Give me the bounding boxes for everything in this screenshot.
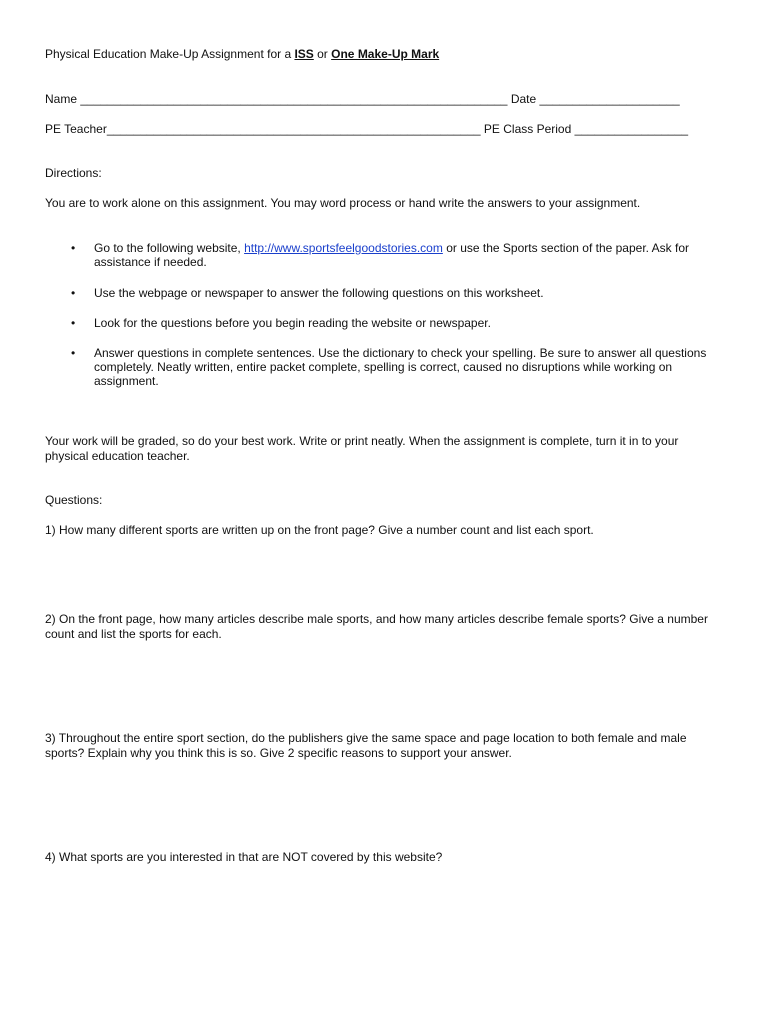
title-or: or [313,47,332,61]
directions-intro: You are to work alone on this assignment. You may word process or hand write the answers to your assignment. [45,196,641,210]
website-link[interactable]: http://www.sportsfeelgoodstories.com [244,241,443,255]
period-label: PE Class Period [483,122,572,136]
document-title [45,47,439,61]
title-iss: ISS [294,47,314,61]
bullet-glyph: • [71,346,76,360]
bullet-text-questions: Look for the questions before you begin reading the website or newspaper. [94,316,491,330]
title-prefix: Physical Education Make-Up Assignment for a [45,47,295,61]
bullet-glyph: • [71,241,76,255]
teacher-label: PE Teacher [45,122,107,136]
name-label: Name [45,92,78,106]
bullet-glyph: • [71,286,76,300]
grading-paragraph: Your work will be graded, so do your best work. Write or print neatly. When the assignment is complete, turn it in to your physical education teacher. [45,434,679,463]
name-date-row [45,92,680,106]
date-blank[interactable]: _____________________ [539,92,680,106]
question-3: 3) Throughout the entire sport section, do the publishers give the same space and page location to both female and male sports? Explain why you think this is so. Give 2 specific reasons to support your answer. [45,731,687,760]
bullet-website-suffix: or use the Sports section of the paper. Ask for assistance if needed. [94,241,689,269]
name-blank[interactable]: ________________________________________________________________ [80,92,508,106]
date-label: Date [510,92,537,106]
bullet-website-prefix: Go to the following website, [94,241,245,255]
teacher-period-row [45,122,688,136]
bullet-text-complete-sentences: Answer questions in complete sentences. Use the dictionary to check your spelling. Be sure to answer all questions completely. Neatly written, entire packet complete, spelling is correct, caused no disruptions while working on assignment. [94,346,707,388]
bullet-glyph: • [71,316,76,330]
question-2: 2) On the front page, how many articles describe male sports, and how many articles describe female sports? Give a number count and list the sports for each. [45,612,708,641]
bullet-text-webpage: Use the webpage or newspaper to answer the following questions on this worksheet. [94,286,544,300]
bullet-text-website [94,241,716,269]
teacher-blank[interactable]: ________________________________________________________ [106,122,481,136]
title-mark: One Make-Up Mark [331,47,440,61]
question-4: 4) What sports are you interested in that are NOT covered by this website? [45,850,443,864]
directions-heading: Directions: [45,166,102,180]
question-1: 1) How many different sports are written up on the front page? Give a number count and list each sport. [45,523,594,537]
questions-heading: Questions: [45,493,103,507]
period-blank[interactable]: _________________ [574,122,689,136]
